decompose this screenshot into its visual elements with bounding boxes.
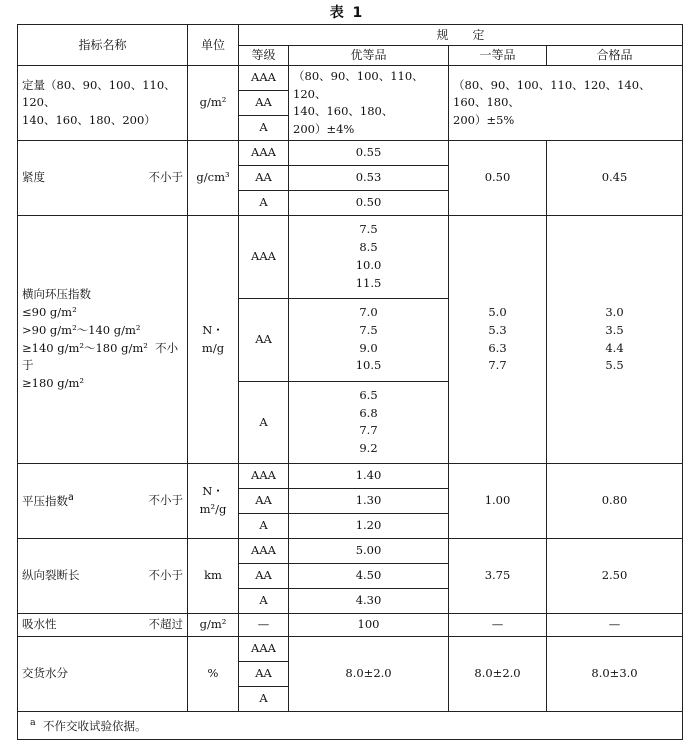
grade-aaa: AAA	[239, 66, 289, 91]
moisture-qualified: 8.0±3.0	[547, 637, 683, 712]
ring-crush-first-1: 5.0	[488, 304, 507, 319]
tightness-aaa: 0.55	[289, 141, 449, 166]
ring-crush-qualified-3: 4.4	[605, 340, 624, 355]
flat-crush-name-wrap	[22, 491, 74, 511]
ration-name-line1: 定量（80、90、100、110、120、	[22, 77, 176, 110]
absorbency-qualified: —	[547, 613, 683, 637]
tightness-first: 0.50	[449, 141, 547, 216]
ring-crush-sub2: >90 g/m²～140 g/m²	[22, 322, 141, 337]
ring-crush-first-2: 5.3	[488, 322, 507, 337]
grade-a: A	[239, 190, 289, 215]
ring-crush-aaa-2: 8.5	[359, 239, 378, 254]
ration-superior-line2: 140、160、180、200）±4%	[293, 104, 394, 137]
ring-crush-a	[289, 381, 449, 464]
header-qualified: 合格品	[547, 45, 683, 66]
ring-crush-qualified	[547, 215, 683, 464]
flat-crush-footnote-mark: a	[68, 492, 74, 504]
flat-crush-unit: N・m²/g	[188, 464, 239, 539]
ring-crush-aaa-1: 7.5	[359, 222, 378, 237]
grade-aa: AA	[239, 91, 289, 116]
ring-crush-aaa	[289, 215, 449, 298]
row-tightness-name	[18, 141, 188, 216]
ring-crush-first-3: 6.3	[488, 340, 507, 355]
breaking-length-qualifier: 不小于	[148, 567, 183, 582]
ration-superior-line1: （80、90、100、110、120、	[293, 68, 424, 101]
header-indicator-name: 指标名称	[18, 25, 188, 66]
grade-aaa: AAA	[239, 637, 289, 662]
ring-crush-sub1: ≤90 g/m²	[22, 304, 77, 319]
grade-aaa: AAA	[239, 538, 289, 563]
ring-crush-first-4: 7.7	[488, 358, 507, 373]
grade-aa: AA	[239, 563, 289, 588]
absorbency-name: 吸水性	[22, 617, 57, 632]
ring-crush-a-1: 6.5	[359, 387, 378, 402]
ration-superior	[289, 66, 449, 141]
flat-crush-qualified: 0.80	[547, 464, 683, 539]
flat-crush-aa: 1.30	[289, 489, 449, 514]
grade-a: A	[239, 116, 289, 141]
grade-a: A	[239, 588, 289, 613]
ration-other-line2: 200）±5%	[453, 113, 515, 128]
row-moisture-name	[18, 637, 188, 712]
row-breaking-length-name	[18, 538, 188, 613]
breaking-length-unit: km	[188, 538, 239, 613]
ring-crush-a-3: 7.7	[359, 423, 378, 438]
ration-first-qualified	[449, 66, 683, 141]
flat-crush-first: 1.00	[449, 464, 547, 539]
footnote-text: 不作交收试验依据。	[43, 718, 147, 733]
ration-name-line2: 140、160、180、200）	[22, 113, 156, 128]
tightness-qualified: 0.45	[547, 141, 683, 216]
tightness-aa: 0.53	[289, 166, 449, 191]
tightness-unit: g/cm³	[188, 141, 239, 216]
grade-aa: AA	[239, 662, 289, 687]
header-unit: 单位	[188, 25, 239, 66]
ring-crush-aa-3: 9.0	[359, 340, 378, 355]
grade-a: A	[239, 381, 289, 464]
header-grade: 等级	[239, 45, 289, 66]
ring-crush-a-4: 9.2	[359, 441, 378, 456]
absorbency-first: —	[449, 613, 547, 637]
grade-aaa: AAA	[239, 464, 289, 489]
breaking-length-qualified: 2.50	[547, 538, 683, 613]
header-specification: 规 定	[239, 25, 683, 46]
ring-crush-unit: N・m/g	[188, 215, 239, 464]
flat-crush-aaa: 1.40	[289, 464, 449, 489]
grade-aaa: AAA	[239, 215, 289, 298]
ring-crush-aa-4: 10.5	[355, 358, 382, 373]
header-first-class: 一等品	[449, 45, 547, 66]
ring-crush-aa-1: 7.0	[359, 304, 378, 319]
ring-crush-aa	[289, 298, 449, 381]
ration-unit: g/m²	[188, 66, 239, 141]
flat-crush-a: 1.20	[289, 514, 449, 539]
absorbency-grade: —	[239, 613, 289, 637]
flat-crush-name: 平压指数	[22, 494, 68, 509]
ring-crush-qualified-2: 3.5	[605, 322, 624, 337]
row-ring-crush-name	[18, 215, 188, 464]
ring-crush-sub4: ≥180 g/m²	[22, 376, 84, 391]
moisture-superior: 8.0±2.0	[289, 637, 449, 712]
ring-crush-first	[449, 215, 547, 464]
header-superior: 优等品	[289, 45, 449, 66]
footnote-mark: a	[30, 716, 36, 728]
ring-crush-qualifier: 不小于	[22, 340, 179, 373]
tightness-name: 紧度	[22, 170, 45, 185]
row-flat-crush-name	[18, 464, 188, 539]
moisture-first: 8.0±2.0	[449, 637, 547, 712]
ring-crush-aaa-3: 10.0	[355, 257, 382, 272]
absorbency-superior: 100	[289, 613, 449, 637]
tightness-a: 0.50	[289, 190, 449, 215]
ring-crush-qualified-1: 3.0	[605, 304, 624, 319]
ring-crush-qualified-4: 5.5	[605, 358, 624, 373]
grade-aaa: AAA	[239, 141, 289, 166]
grade-aa: AA	[239, 298, 289, 381]
table-footnote	[18, 711, 683, 739]
breaking-length-first: 3.75	[449, 538, 547, 613]
tightness-qualifier: 不小于	[148, 170, 183, 185]
breaking-length-aa: 4.50	[289, 563, 449, 588]
row-ration-name	[18, 66, 188, 141]
ring-crush-name: 横向环压指数	[22, 287, 91, 302]
table-caption: 表 1	[329, 5, 365, 21]
row-absorbency-name	[18, 613, 188, 637]
absorbency-qualifier: 不超过	[148, 617, 183, 632]
flat-crush-qualifier: 不小于	[148, 493, 183, 508]
moisture-name: 交货水分	[22, 666, 68, 681]
breaking-length-a: 4.30	[289, 588, 449, 613]
absorbency-unit: g/m²	[188, 613, 239, 637]
grade-aa: AA	[239, 166, 289, 191]
breaking-length-aaa: 5.00	[289, 538, 449, 563]
grade-a: A	[239, 514, 289, 539]
ration-other-line1: （80、90、100、110、120、140、160、180、	[453, 77, 651, 110]
moisture-unit: %	[188, 637, 239, 712]
spec-table	[17, 24, 683, 740]
ring-crush-aaa-4: 11.5	[355, 275, 382, 290]
ring-crush-aa-2: 7.5	[359, 322, 378, 337]
grade-a: A	[239, 687, 289, 712]
ring-crush-sub3: ≥140 g/m²～180 g/m²	[22, 340, 148, 355]
breaking-length-name: 纵向裂断长	[22, 567, 80, 582]
grade-aa: AA	[239, 489, 289, 514]
ring-crush-a-2: 6.8	[359, 405, 378, 420]
